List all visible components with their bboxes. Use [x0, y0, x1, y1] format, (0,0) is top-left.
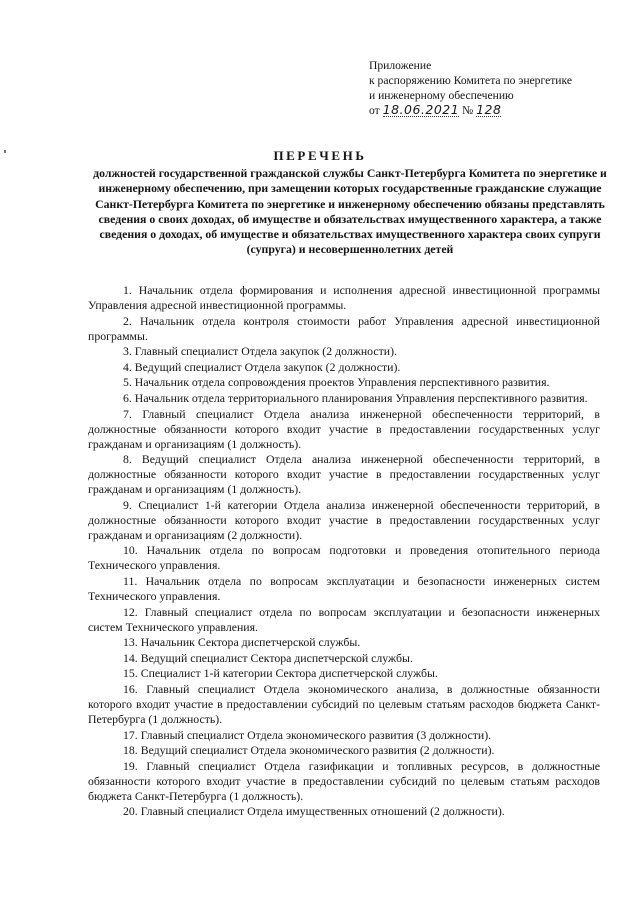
annex-block [369, 58, 609, 118]
handwritten-number: 128 [476, 102, 502, 117]
list-item: 11. Начальник отдела по вопросам эксплуатации и безопасности инженерных систем Технического управления. [88, 573, 600, 603]
annex-line-1: Приложение [369, 59, 432, 72]
list-item: 20. Главный специалист Отдела имущественных отношений (2 должности). [123, 804, 505, 819]
list-item: 19. Главный специалист Отдела газификации и топливных ресурсов, в должностные обязанности которого входит участие в предоставлении субсидий по целевым статьям расходов бюджета Санкт-Петербурга (1 должность). [88, 758, 600, 803]
list-item: 18. Ведущий специалист Отдела экономического развития (2 должности). [123, 743, 495, 758]
annex-line-3: и инженерному обеспечению [369, 89, 514, 102]
list-item: 5. Начальник отдела сопровождения проектов Управления перспективного развития. [123, 375, 550, 390]
list-item: 3. Главный специалист Отдела закупок (2 должности). [123, 344, 397, 359]
list-item: 12. Главный специалист отдела по вопросам эксплуатации и безопасности инженерных систем Технического управления. [88, 604, 600, 634]
list-item: 17. Главный специалист Отдела экономического развития (3 должности). [123, 727, 492, 742]
annex-date-line [369, 103, 609, 118]
positions-list [88, 283, 600, 820]
list-item: 6. Начальник отдела территориального планирования Управления перспективного развития. [123, 390, 588, 405]
list-item: 2. Начальник отдела контроля стоимости работ Управления адресной инвестиционной программы. [88, 313, 600, 343]
handwritten-date: 18.06.2021 [382, 102, 460, 117]
date-prefix: от [369, 104, 380, 117]
annex-line-2: к распоряжению Комитета по энергетике [369, 74, 572, 87]
list-item: 14. Ведущий специалист Сектора диспетчерской службы. [123, 650, 413, 665]
list-item: 4. Ведущий специалист Отдела закупок (2 должности). [123, 359, 401, 374]
document-subtitle: должностей государственной гражданской службы Санкт-Петербурга Комитета по энергетике и инженерному обеспечению, при замещении которых государственные гражданские служащие Санкт-Петербурга Комитета по энергетике и инженерному обеспечению обязаны представлять сведения о своих доходах, об имуществе и обязательствах имущественного характера, а также сведения о доходах, об имуществе и обязательствах имущественного характера своих супруги (супруга) и несовершеннолетних детей [93, 166, 607, 257]
document-title: ПЕРЕЧЕНЬ [273, 148, 367, 163]
list-item: 10. Начальник отдела по вопросам подготовки и проведения отопительного периода Технического управления. [88, 543, 600, 573]
list-item: 7. Главный специалист Отдела анализа инженерной обеспеченности территорий, в должностные обязанности которого входит участие в предоставлении государственных услуг гражданам и организациям (1 должность). [88, 406, 600, 451]
list-item: 9. Специалист 1-й категории Отдела анализа инженерной обеспеченности территорий, в должностные обязанности которого входит участие в предоставлении государственных услуг гражданам и организациям (2 должности). [88, 497, 600, 542]
list-item: 1. Начальник отдела формирования и исполнения адресной инвестиционной программы Управления адресной инвестиционной программы. [88, 283, 600, 312]
list-item: 13. Начальник Сектора диспетчерской службы. [123, 635, 361, 650]
number-prefix: № [462, 104, 474, 117]
list-item: 8. Ведущий специалист Отдела анализа инженерной обеспеченности территорий, в должностные обязанности которого входит участие в предоставлении государственных услуг гражданам и организациям (1 должность). [88, 452, 600, 497]
list-item: 15. Специалист 1-й категории Сектора диспетчерской службы. [123, 666, 438, 681]
list-item: 16. Главный специалист Отдела экономического анализа, в должностные обязанности которого входит участие в предоставлении субсидий по целевым статьям расходов бюджета Санкт-Петербурга (1 должность). [88, 681, 600, 726]
